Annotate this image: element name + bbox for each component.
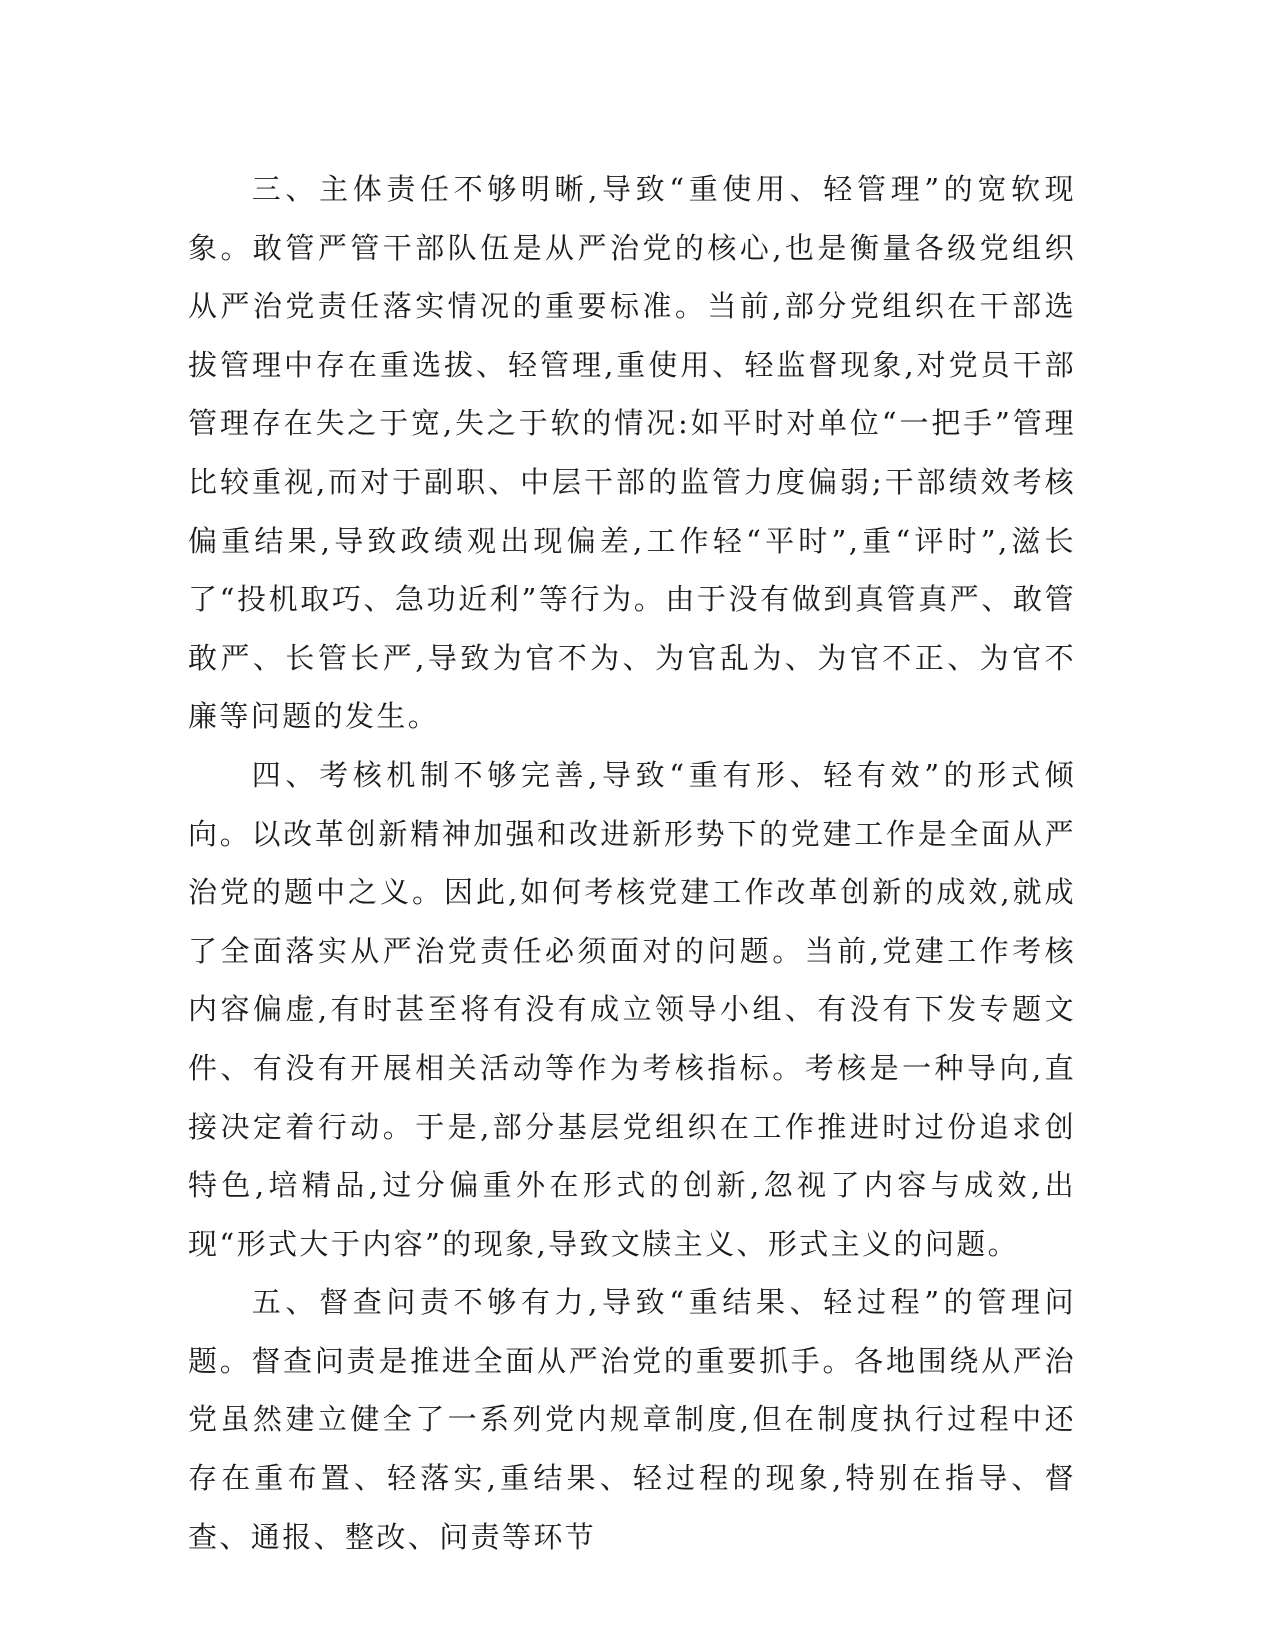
document-body: [188, 160, 1076, 1566]
paragraph-section-five: 五、督查问责不够有力,导致“重结果、轻过程”的管理问题。督查问责是推进全面从严治党的重要抓手。各地围绕从严治党虽然建立健全了一系列党内规章制度,但在制度执行过程中还存在重布置、轻落实,重结果、轻过程的现象,特别在指导、督查、通报、整改、问责等环节: [188, 1285, 1076, 1554]
paragraph-section-four: 四、考核机制不够完善,导致“重有形、轻有效”的形式倾向。以改革创新精神加强和改进新形势下的党建工作是全面从严治党的题中之义。因此,如何考核党建工作改革创新的成效,就成了全面落实从严治党责任必须面对的问题。当前,党建工作考核内容偏虚,有时甚至将有没有成立领导小组、有没有下发专题文件、有没有开展相关活动等作为考核指标。考核是一种导向,直接决定着行动。于是,部分基层党组织在工作推进时过份追求创特色,培精品,过分偏重外在形式的创新,忽视了内容与成效,出现“形式大于内容”的现象,导致文牍主义、形式主义的问题。: [188, 757, 1076, 1261]
paragraph-section-three: 三、主体责任不够明晰,导致“重使用、轻管理”的宽软现象。敢管严管干部队伍是从严治党的核心,也是衡量各级党组织从严治党责任落实情况的重要标准。当前,部分党组织在干部选拔管理中存在重选拔、轻管理,重使用、轻监督现象,对党员干部管理存在失之于宽,失之于软的情况:如平时对单位“一把手”管理比较重视,而对于副职、中层干部的监管力度偏弱;干部绩效考核偏重结果,导致政绩观出现偏差,工作轻“平时”,重“评时”,滋长了“投机取巧、急功近利”等行为。由于没有做到真管真严、敢管敢严、长管长严,导致为官不为、为官乱为、为官不正、为官不廉等问题的发生。: [188, 172, 1076, 734]
